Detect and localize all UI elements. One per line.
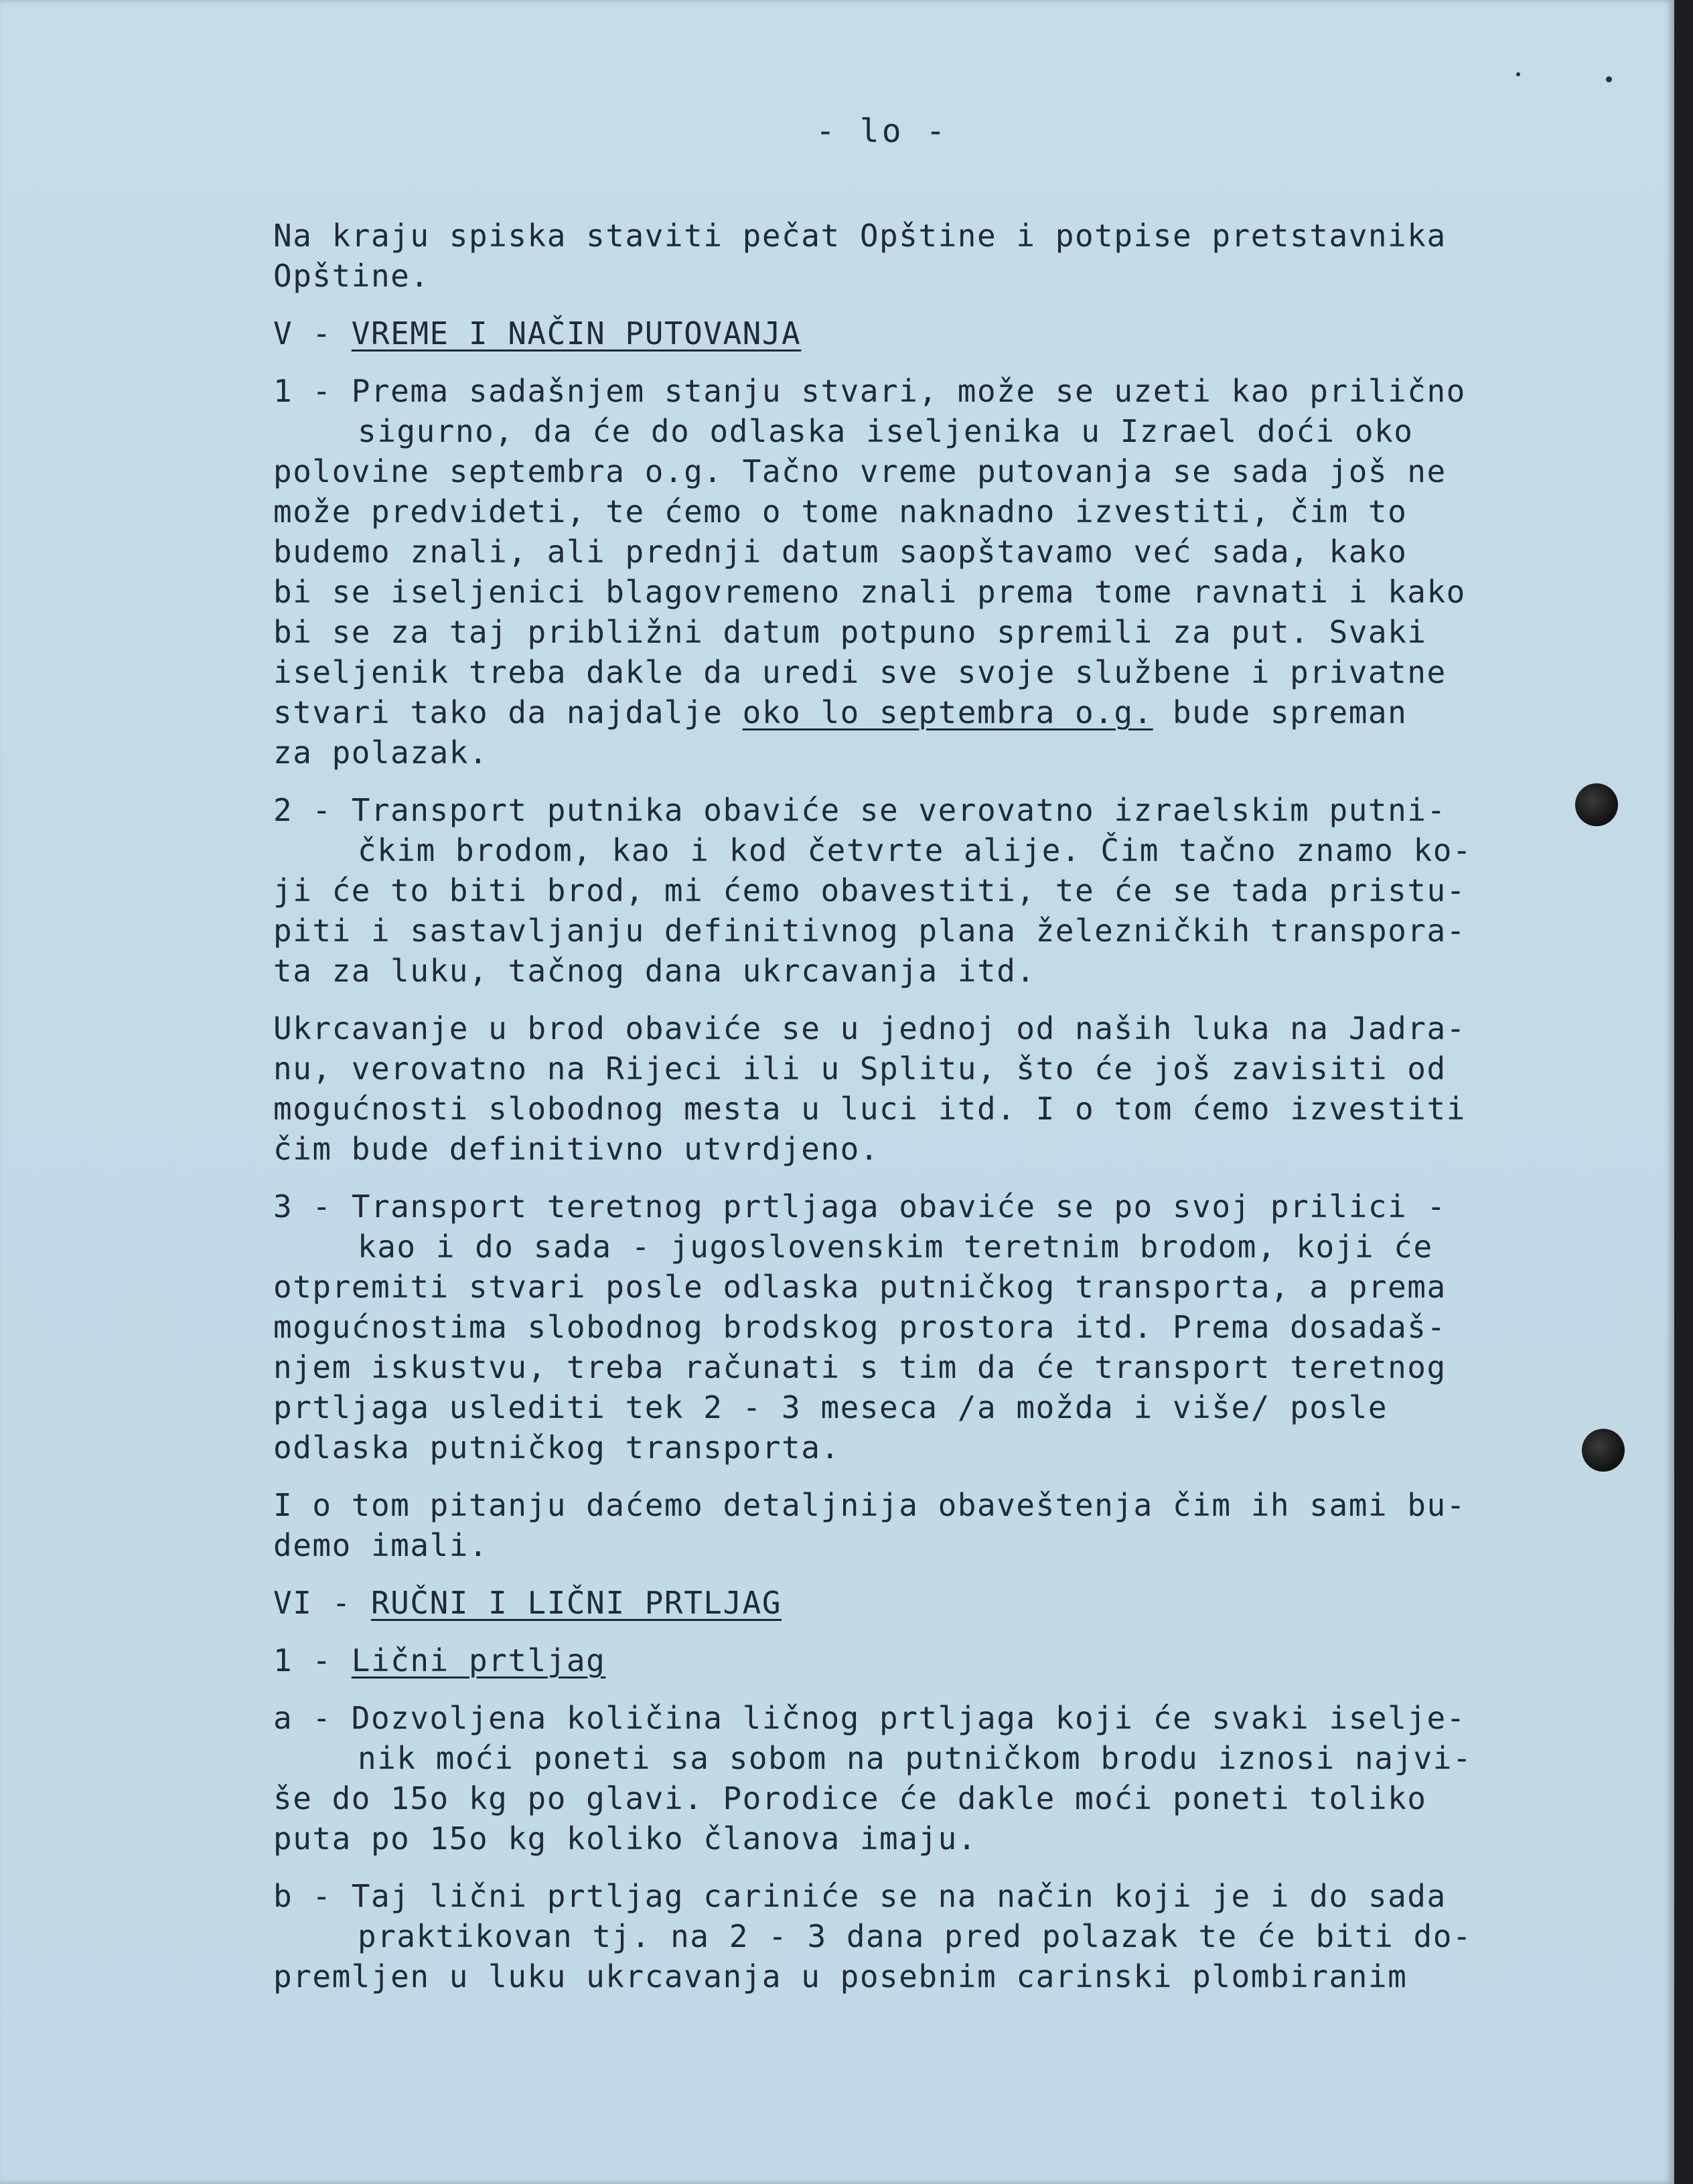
text-line: ji će to biti brod, mi ćemo obavestiti, te će se tada pristu- [273,872,1466,909]
text-line: Opštine. [273,258,430,294]
subsection-heading [273,1640,1539,1681]
text-line: demo imali. [273,1527,489,1563]
text-line: bi se iseljenici blagovremeno znali prema tome ravnati i kako [273,574,1466,610]
text-line: njem iskustvu, treba računati s tim da će transport teretnog [273,1349,1447,1385]
text-line: za polazak. [273,734,489,771]
text-line: odlaska putničkog transporta. [273,1429,840,1466]
text-segment: stvari tako da najdalje [273,694,743,730]
text-line: puta po 15o kg koliko članova imaju. [273,1820,977,1857]
subsection-prefix: 1 - [273,1642,352,1679]
text-line: a - Dozvoljena količina ličnog prtljaga koji će svaki iselje- [273,1700,1466,1736]
document-body [273,216,1539,1997]
text-line: 2 - Transport putnika obaviće se verovatno izraelskim putni- [273,792,1447,828]
section-title: RUČNI I LIČNI PRTLJAG [370,1585,782,1621]
underlined-date: oko lo septembra o.g. [742,694,1153,730]
text-line: I o tom pitanju daćemo detaljnija obaveštenja čim ih sami bu- [273,1487,1466,1523]
text-line: sigurno, da će do odlaska iseljenika u Izrael doći oko [358,413,1414,449]
section-prefix: V - [273,315,352,352]
section-title: VREME I NAČIN PUTOVANJA [351,315,802,352]
section-heading-v [273,313,1539,354]
text-line: nu, verovatno na Rijeci ili u Splitu, što će još zavisiti od [273,1050,1447,1087]
section-heading-vi [273,1583,1539,1623]
text-segment: bude spreman [1153,694,1408,730]
text-line: budemo znali, ali prednji datum saopštavamo već sada, kako [273,534,1408,570]
text-line: polovine septembra o.g. Tačno vreme putovanja se sada još ne [273,453,1447,489]
page-number: - lo - [816,112,948,150]
text-line: prtljaga uslediti tek 2 - 3 meseca /a možda i više/ posle [273,1389,1388,1425]
text-line [273,692,1539,732]
punch-hole-lower [1582,1429,1625,1472]
text-line: praktikovan tj. na 2 - 3 dana pred polazak te će biti do- [358,1918,1473,1954]
text-line: čkim brodom, kao i kod četvrte alije. Čim tačno znamo ko- [358,832,1473,868]
text-line: Na kraju spiska staviti pečat Opštine i potpise pretstavnika [273,218,1447,254]
subsection-title: Lični prtljag [351,1642,606,1679]
text-line: kao i do sada - jugoslovenskim teretnim brodom, koji će [358,1229,1433,1265]
text-line: otpremiti stvari posle odlaska putničkog transporta, a prema [273,1269,1447,1305]
text-line: premljen u luku ukrcavanja u posebnim carinski plombiranim [273,1958,1408,1995]
text-line: b - Taj lični prtljag cariniće se na način koji je i do sada [273,1878,1447,1914]
text-line: nik moći poneti sa sobom na putničkom brodu iznosi najvi- [358,1740,1473,1776]
section-prefix: VI - [273,1585,371,1621]
text-line: može predvideti, te ćemo o tome naknadno izvestiti, čim to [273,493,1408,530]
text-line: bi se za taj približni datum potpuno spremili za put. Svaki [273,614,1427,650]
text-line: iseljenik treba dakle da uredi sve svoje službene i privatne [273,654,1447,690]
text-line: piti i sastavljanju definitivnog plana železničkih transpora- [273,913,1466,949]
text-line: mogućnosti slobodnog mesta u luci itd. I o tom ćemo izvestiti [273,1091,1466,1127]
text-line: 1 - Prema sadašnjem stanju stvari, može se uzeti kao prilično [273,373,1466,409]
scan-speck [1516,72,1520,76]
punch-hole-upper [1575,783,1618,826]
text-line: Ukrcavanje u brod obaviće se u jednoj od naših luka na Jadra- [273,1010,1466,1046]
text-line: 3 - Transport teretnog prtljaga obaviće se po svoj prilici - [273,1188,1447,1225]
text-line: še do 15o kg po glavi. Porodice će dakle moći poneti toliko [273,1780,1427,1816]
text-line: mogućnostima slobodnog brodskog prostora itd. Prema dosadaš- [273,1309,1447,1345]
text-line: ta za luku, tačnog dana ukrcavanja itd. [273,953,1036,989]
text-line: čim bude definitivno utvrdjeno. [273,1131,880,1167]
scan-speck [1606,76,1612,82]
